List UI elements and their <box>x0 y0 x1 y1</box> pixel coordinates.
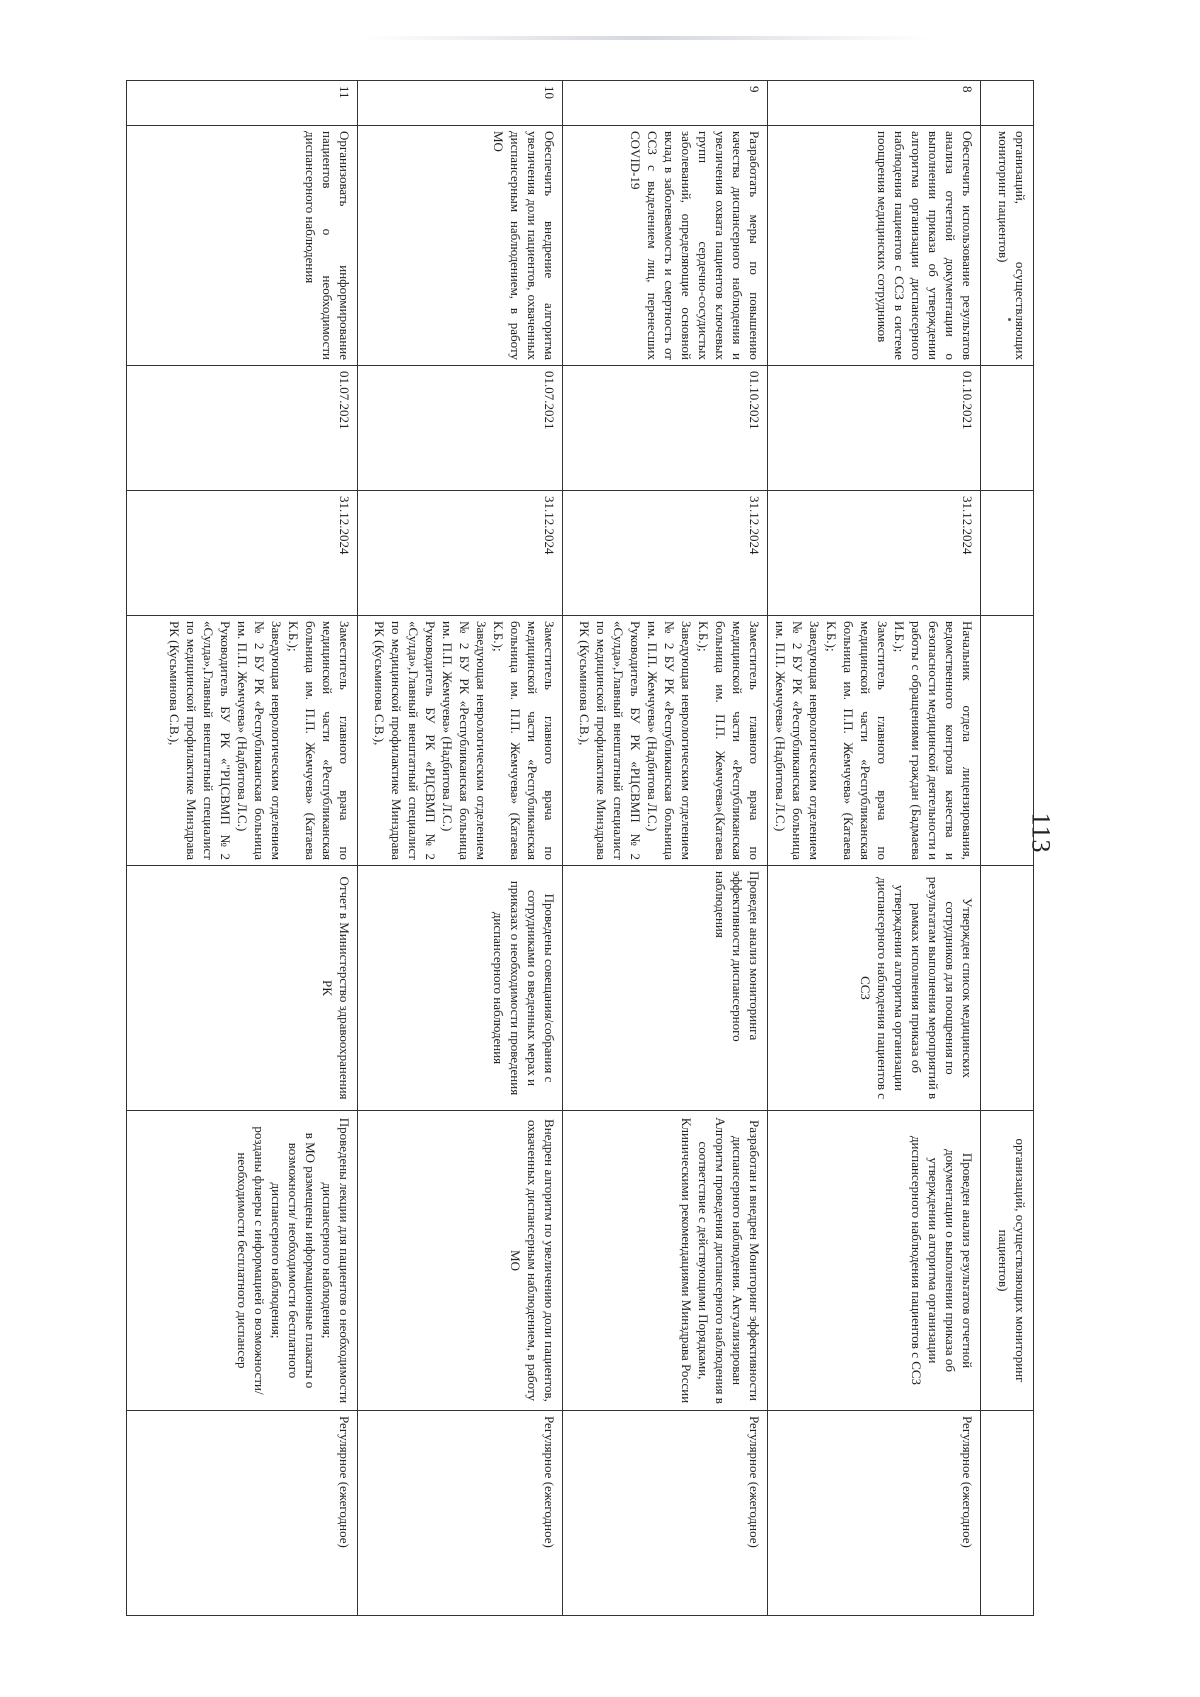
start-date-cell: 01.07.2021 <box>127 366 358 491</box>
header-cell-end <box>981 491 1034 616</box>
type-cell: Регулярное (ежегодное) <box>127 1411 358 1616</box>
responsible-line: Заведующая неврологическим отделением № 2 БУ РК «Республиканская больница им. П.П. Жемчуева» (Надбитова Л.С.) <box>440 621 489 860</box>
page-number: 113 <box>1026 812 1056 854</box>
indicator-cell: Утвержден список медицинских сотрудников для поощрения по результатам выполнения мероприятий в рамках исполнения приказа об утверждении алгоритма организации диспансерного наблюдения пациентов с ССЗ <box>768 866 981 1111</box>
responsible-line: Заместитель главного врача по медицинской части «Республиканская больница им. П.П. Жемчуева» (Катаева К.Б.); <box>286 621 352 860</box>
indicator-cell: Отчет в Министерство здравоохранения РК <box>127 866 358 1111</box>
task-cell: Обеспечить внедрение алгоритма увеличения доли пациентов, охваченных диспансерным наблюдением, в работу МО <box>358 126 563 366</box>
end-date-cell: 31.12.2024 <box>127 491 358 616</box>
responsible-line: Заведующая неврологическим отделением № 2 БУ РК «Республиканская больница им. П.П. Жемчуева» (Надбитова Л.С.) <box>773 621 822 860</box>
row-number: 11 <box>127 81 358 126</box>
responsible-line: Заместитель главного врача по медицинской части «Республиканская больница им. П.П. Жемчуева» (Катаева К.Б.); <box>491 621 557 860</box>
responsible-line: Заместитель главного врача по медицинской части «Республиканская больница им. П.П. Жемчуева» (Катаева К.Б.); <box>824 621 890 860</box>
result-cell <box>127 1111 358 1411</box>
type-cell: Регулярное (ежегодное) <box>768 1411 981 1616</box>
header-cell-num <box>981 81 1034 126</box>
header-cell-result: организаций, осуществляющих мониторинг пациентов) <box>981 1111 1034 1411</box>
task-cell: Разработать меры по повышению качества диспансерного наблюдения и увеличения охвата пациентов ключевых групп сердечно-сосудистых заболеваний, определяющие основной вклад в заболеваемость и смертность от ССЗ с выделением лиц, перенесших COVID-19 <box>563 126 768 366</box>
result-cell: Проведен анализ результатов отчетной документации о выполнении приказа об утверждении алгоритма организации диспансерного наблюдения пациентов с ССЗ <box>768 1111 981 1411</box>
result-cell: Внедрен алгоритм по увеличению доли пациентов, охваченных диспансерным наблюдением, в работу МО <box>358 1111 563 1411</box>
responsible-cell <box>358 616 563 866</box>
row-number: 10 <box>358 81 563 126</box>
header-cell-task: организаций, осуществляющих мониторинг пациентов) <box>981 126 1034 366</box>
header-cell-start <box>981 366 1034 491</box>
end-date-cell: 31.12.2024 <box>768 491 981 616</box>
scan-artifact-line <box>360 36 930 40</box>
header-cell-type <box>981 1411 1034 1616</box>
indicator-cell: Проведены совещания/собрания с сотрудниками о введенных мерах и приказах о необходимости проведения диспансерного наблюдения <box>358 866 563 1111</box>
task-cell: Организовать информирование пациентов о необходимости диспансерного наблюдения <box>127 126 358 366</box>
end-date-cell: 31.12.2024 <box>563 491 768 616</box>
result-line: в МО размещены информационные плакаты о возможности/ необходимости бесплатного диспансерного наблюдения; <box>269 1132 318 1389</box>
result-line: розданы флаеры с информацией о возможности/ необходимости бесплатного диспансер <box>235 1126 267 1395</box>
table-row <box>127 81 358 1616</box>
row-number: 9 <box>563 81 768 126</box>
responsible-cell <box>127 616 358 866</box>
end-date-cell: 31.12.2024 <box>358 491 563 616</box>
responsible-line: Заместитель главного врача по медицинской части «Республиканская больница им. П.П. Жемчуева»(Катаева К.Б.); <box>696 621 762 860</box>
start-date-cell: 01.10.2021 <box>768 366 981 491</box>
task-cell: Обеспечить использование результатов анализа отчетной документации о выполнении приказа об утверждении алгоритма организации диспансерного наблюдения пациентов с ССЗ в системе поощрения медицинских сотрудников <box>768 126 981 366</box>
start-date-cell: 01.10.2021 <box>563 366 768 491</box>
responsible-line: Руководитель БУ РК «РЦСВМП №2 «Сулда»,Главный внештатный специалист по медицинской профилактике Минздрава РК (Кусьминова С.В.), <box>372 621 438 860</box>
result-line: Проведены лекции для пациентов о необходимости диспансерного наблюдения; <box>320 1117 352 1404</box>
start-date-cell: 01.07.2021 <box>358 366 563 491</box>
table-row <box>563 81 768 1616</box>
responsible-cell <box>768 616 981 866</box>
type-cell: Регулярное (ежегодное) <box>358 1411 563 1616</box>
row-number: 8 <box>768 81 981 126</box>
table-row <box>358 81 563 1616</box>
responsible-cell <box>563 616 768 866</box>
responsible-line: Руководитель БУ РК «РЦСВМП №2 «Сулда»,Главный внештатный специалист по медицинской профилактике Минздрава РК (Кусьминова С.В.), <box>577 621 643 860</box>
responsible-line: Руководитель БУ РК «"РЦСВМП №2 «Сулда»,Главный внештатный специалист по медицинской профилактике Минздрава РК (Кусьминова С.В.), <box>167 621 233 860</box>
table-row <box>768 81 981 1616</box>
responsible-line: Заведующая неврологическим отделением № 2 БУ РК «Республиканская больница им. П.П. Жемчуева» (Надбитова Л.С.) <box>235 621 284 860</box>
indicator-cell: Проведен анализ мониторинга эффективности диспансерного наблюдения <box>563 866 768 1111</box>
plan-table <box>126 80 1034 1616</box>
result-cell: Разработан и внедрен Мониторинг эффективности диспансерного наблюдения. Актуализирован Алгоритм проведения диспансерного наблюдения в соответствие с действующими Порядками, Клиническими рекомендациями Минздрава России <box>563 1111 768 1411</box>
header-cell-indicator <box>981 866 1034 1111</box>
responsible-line: Начальник отдела лицензирования, ведомственного контроля качества и безопасности медицинской деятельности и работы с обращениями граждан (Бадмаева И.Б.); <box>892 621 975 860</box>
responsible-line: Заведующая неврологическим отделением № 2 БУ РК «Республиканская больница им. П.П. Жемчуева» (Надбитова Л.С.) <box>645 621 694 860</box>
type-cell: Регулярное (ежегодное) <box>563 1411 768 1616</box>
rotated-table-container <box>144 80 1034 1615</box>
